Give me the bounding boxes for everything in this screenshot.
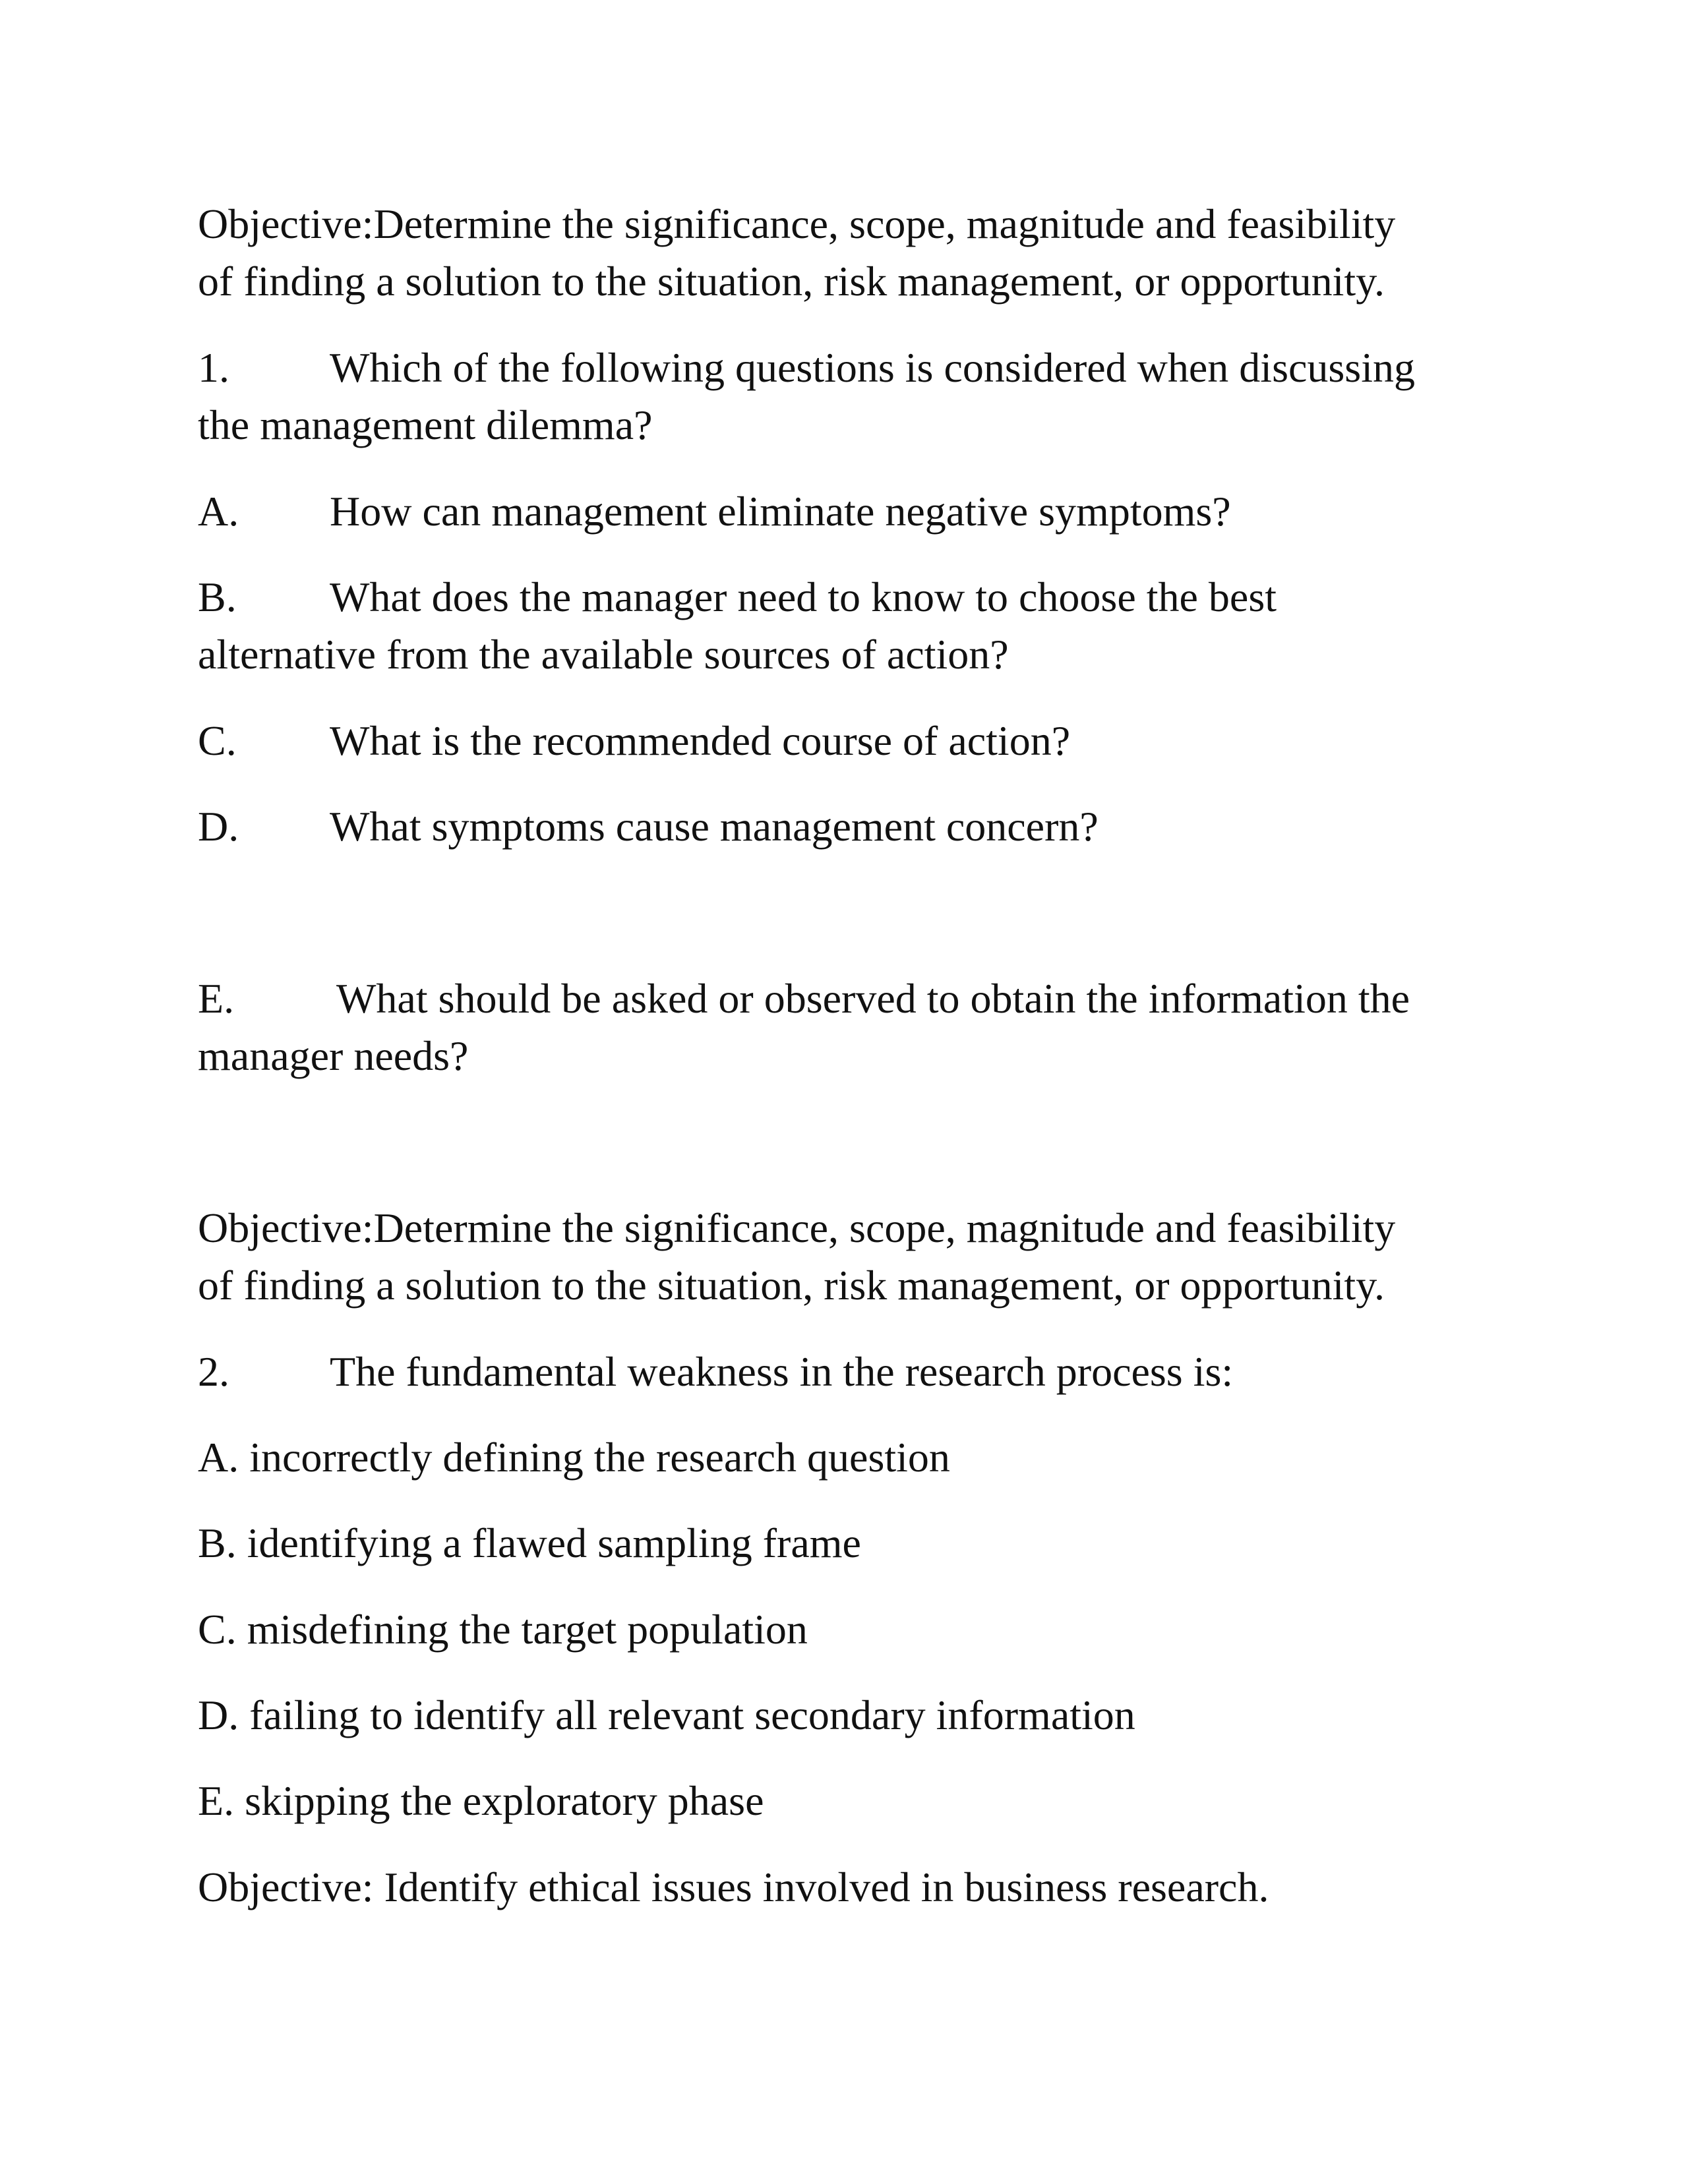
option-1b-text: What does the manager need to know to choose the best	[330, 574, 1277, 620]
option-2a: A. incorrectly defining the research question	[198, 1434, 950, 1481]
option-1b	[198, 569, 1277, 626]
option-1e-text: What should be asked or observed to obtain the information the	[336, 975, 1410, 1022]
option-1a-letter: A.	[198, 488, 239, 535]
option-1c-letter: C.	[198, 717, 237, 764]
option-1b-letter: B.	[198, 574, 237, 620]
question-1-text: Which of the following questions is considered when discussing	[330, 344, 1415, 391]
question-2-number: 2.	[198, 1348, 229, 1395]
option-1c-text: What is the recommended course of action?	[330, 717, 1071, 764]
option-2d: D. failing to identify all relevant secondary information	[198, 1692, 1135, 1738]
option-1e-letter: E.	[198, 975, 235, 1022]
option-1c	[198, 713, 1070, 769]
option-1b-line-2: alternative from the available sources of action?	[198, 631, 1009, 678]
objective-3: Objective: Identify ethical issues involved in business research.	[198, 1864, 1269, 1910]
question-2	[198, 1343, 1233, 1400]
objective-1-line-2: of finding a solution to the situation, risk management, or opportunity.	[198, 258, 1385, 305]
question-1-line-1	[198, 339, 1415, 396]
objective-1-line-1: Objective:Determine the significance, scope, magnitude and feasibility	[198, 200, 1396, 247]
option-1d-letter: D.	[198, 803, 239, 850]
option-1e-line-2: manager needs?	[198, 1032, 469, 1079]
option-1d-text: What symptoms cause management concern?	[330, 803, 1099, 850]
option-2c: C. misdefining the target population	[198, 1606, 808, 1653]
question-1-line-2: the management dilemma?	[198, 401, 653, 448]
option-1a-text: How can management eliminate negative symptoms?	[330, 488, 1231, 535]
option-2e: E. skipping the exploratory phase	[198, 1777, 764, 1824]
option-2b: B. identifying a flawed sampling frame	[198, 1520, 861, 1566]
option-1a	[198, 483, 1231, 540]
option-1d	[198, 798, 1099, 855]
objective-2-line-1: Objective:Determine the significance, scope, magnitude and feasibility	[198, 1204, 1396, 1251]
question-2-text: The fundamental weakness in the research process is:	[330, 1348, 1234, 1395]
question-1-number: 1.	[198, 344, 229, 391]
objective-2-line-2: of finding a solution to the situation, risk management, or opportunity.	[198, 1262, 1385, 1309]
option-1e	[198, 970, 1410, 1027]
